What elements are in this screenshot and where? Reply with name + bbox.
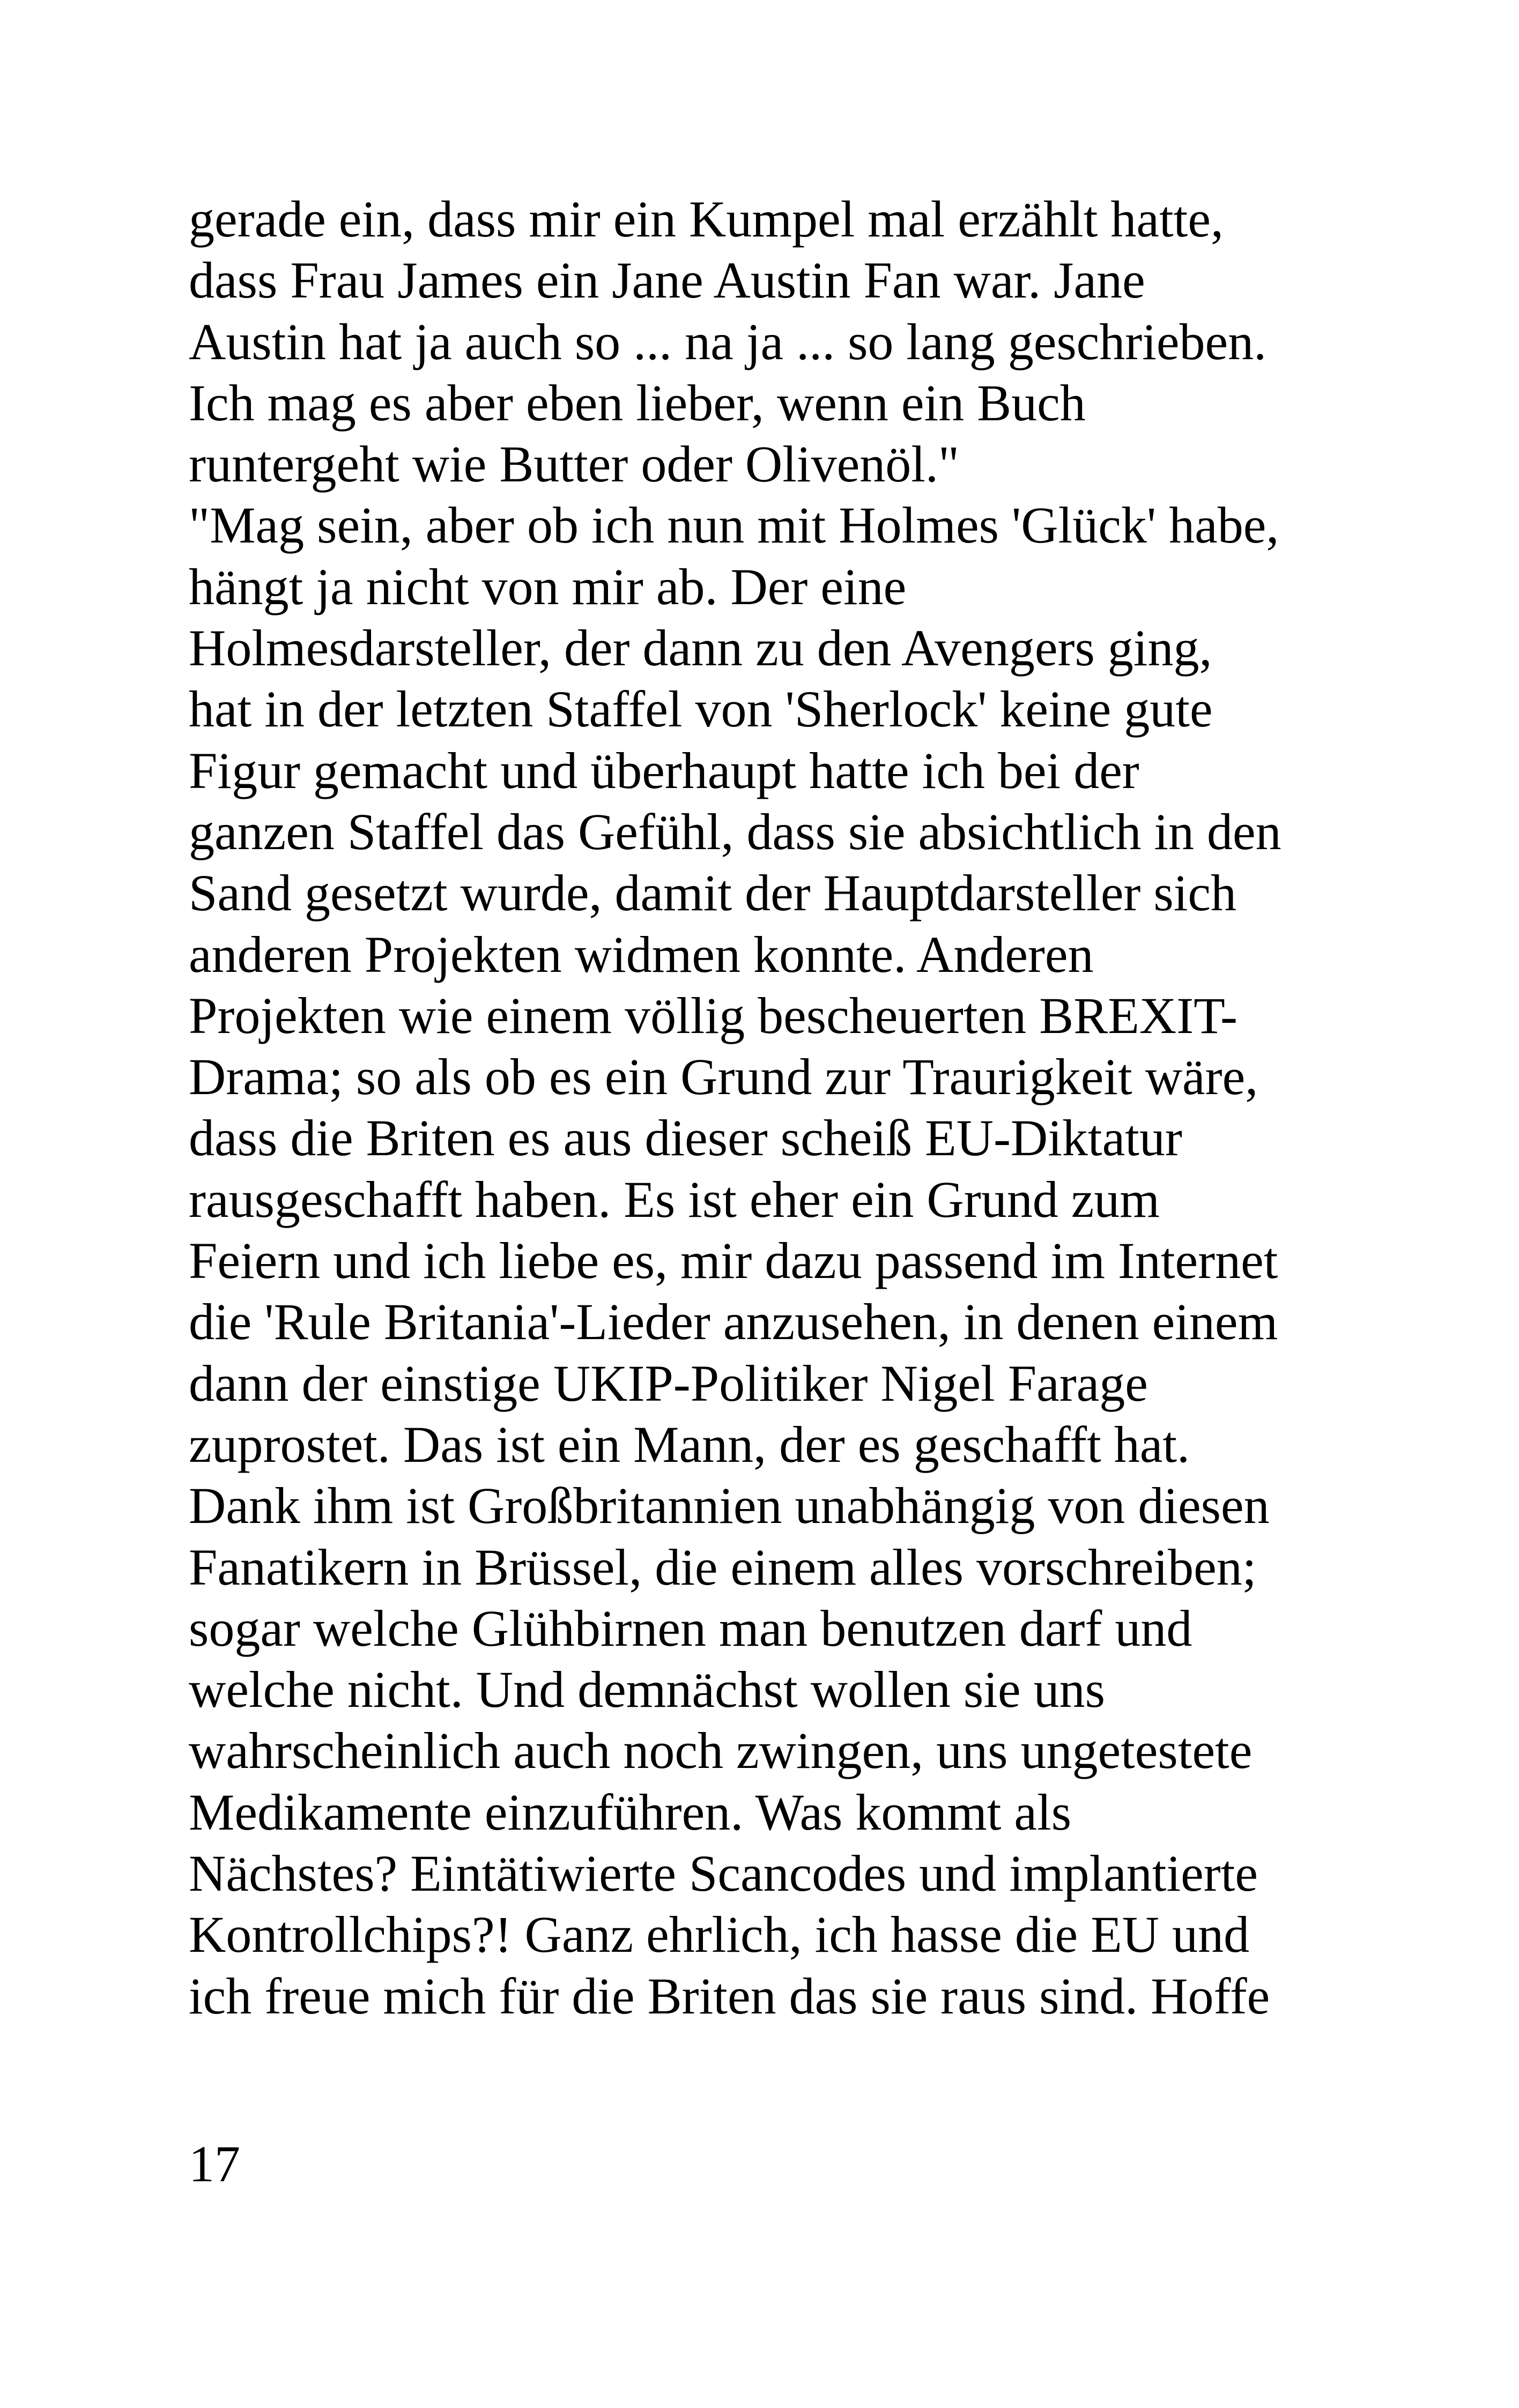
text-line: gerade ein, dass mir ein Kumpel mal erzählt hatte,	[189, 190, 1224, 248]
text-line: Sand gesetzt wurde, damit der Hauptdarsteller sich	[189, 864, 1237, 922]
text-line: hängt ja nicht von mir ab. Der eine	[189, 558, 907, 615]
text-line: Figur gemacht und überhaupt hatte ich bei der	[189, 741, 1139, 799]
text-line: Nächstes? Eintätiwierte Scancodes und implantierte	[189, 1845, 1258, 1902]
text-line: dann der einstige UKIP-Politiker Nigel Farage	[189, 1354, 1148, 1412]
body-text	[189, 189, 1379, 2027]
text-line: Kontrollchips?! Ganz ehrlich, ich hasse die EU und	[189, 1906, 1250, 1964]
text-line: Fanatikern in Brüssel, die einem alles vorschreiben;	[189, 1538, 1257, 1596]
text-line: die 'Rule Britania'-Lieder anzusehen, in denen einem	[189, 1293, 1278, 1351]
text-line: Austin hat ja auch so ... na ja ... so lang geschrieben.	[189, 313, 1267, 370]
text-line: Projekten wie einem völlig bescheuerten BREXIT-	[189, 986, 1238, 1044]
text-line: ich freue mich für die Briten das sie raus sind. Hoffe	[189, 1967, 1270, 2025]
text-line: Feiern und ich liebe es, mir dazu passend im Internet	[189, 1232, 1278, 1290]
text-line: runtergeht wie Butter oder Olivenöl."	[189, 435, 960, 493]
text-line: rausgeschafft haben. Es ist eher ein Grund zum	[189, 1170, 1160, 1228]
text-line: welche nicht. Und demnächst wollen sie uns	[189, 1661, 1105, 1719]
text-line: Drama; so als ob es ein Grund zur Traurigkeit wäre,	[189, 1048, 1258, 1106]
text-line: Holmesdarsteller, der dann zu den Avengers ging,	[189, 619, 1212, 677]
text-line: Ich mag es aber eben lieber, wenn ein Buch	[189, 374, 1086, 432]
text-line: wahrscheinlich auch noch zwingen, uns ungetestete	[189, 1722, 1253, 1780]
text-line: Medikamente einzuführen. Was kommt als	[189, 1783, 1072, 1841]
text-line: hat in der letzten Staffel von 'Sherlock' keine gute	[189, 680, 1213, 738]
text-line: dass die Briten es aus dieser scheiß EU-Diktatur	[189, 1109, 1182, 1167]
text-line: Dank ihm ist Großbritannien unabhängig von diesen	[189, 1477, 1270, 1535]
text-line: ganzen Staffel das Gefühl, dass sie absichtlich in den	[189, 802, 1281, 860]
text-line: sogar welche Glühbirnen man benutzen darf und	[189, 1599, 1192, 1657]
text-line: "Mag sein, aber ob ich nun mit Holmes 'Glück' habe,	[189, 496, 1279, 554]
page-number: 17	[189, 2135, 240, 2193]
text-line: dass Frau James ein Jane Austin Fan war. Jane	[189, 251, 1145, 309]
text-line: anderen Projekten widmen konnte. Anderen	[189, 925, 1094, 983]
text-line: zuprostet. Das ist ein Mann, der es geschafft hat.	[189, 1415, 1190, 1473]
